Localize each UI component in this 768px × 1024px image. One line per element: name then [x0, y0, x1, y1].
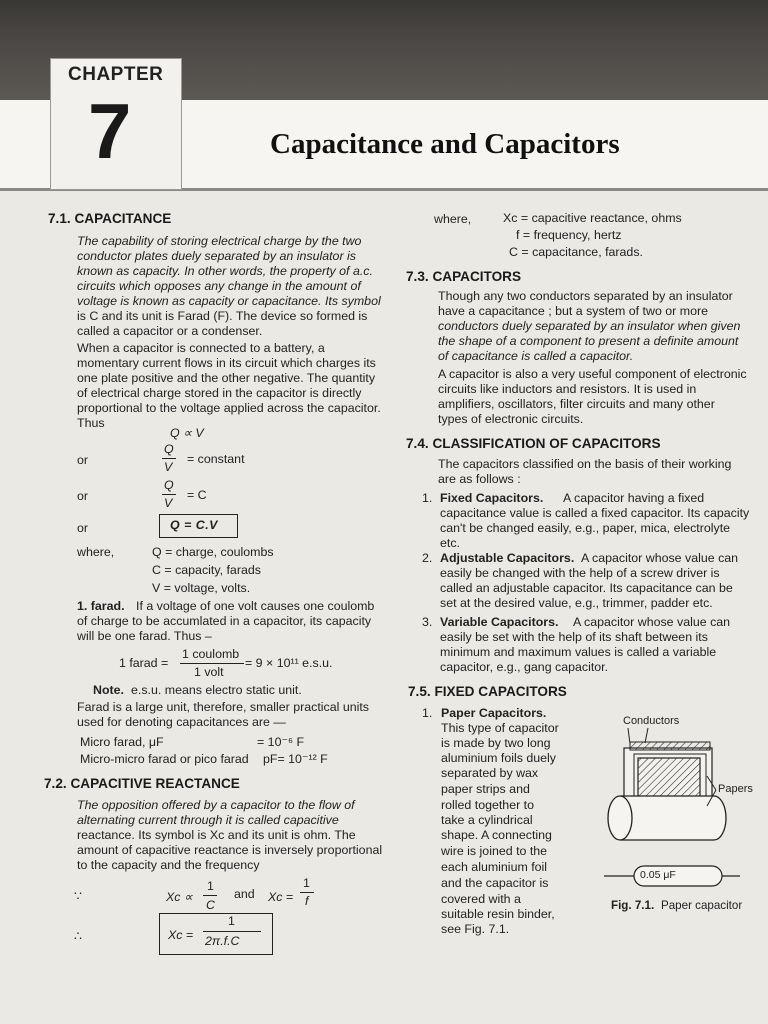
farad-line: will be one farad. Thus –	[77, 629, 212, 643]
list-item-line: A capacitor having a fixed	[563, 491, 705, 505]
fig-label-papers: Papers	[718, 783, 753, 795]
fraction-numerator: Q	[164, 442, 174, 456]
list-item-line: minimum and maximum values is called a variable	[440, 645, 717, 659]
where-line: V = voltage, volts.	[152, 581, 251, 595]
s72-line: to the capacity and the frequency	[77, 858, 260, 872]
list-item-line: easily be changed with the help of a screw driver is	[440, 566, 720, 580]
s75-line: suitable resin binder,	[441, 907, 555, 921]
chapter-title: Capacitance and Capacitors	[270, 128, 620, 160]
s71-p2-line: proportional to the voltage applied across the capacitor.	[77, 401, 381, 415]
rolled-cylinder	[608, 796, 726, 840]
s75-line: take a cylindrical	[441, 813, 533, 827]
farad-line: If a voltage of one volt causes one coulomb	[136, 599, 375, 613]
heading-7-1: 7.1. CAPACITANCE	[48, 211, 172, 226]
fig-caption-number: Fig. 7.1.	[611, 899, 655, 912]
s75-line: aluminium foils duely	[441, 751, 557, 765]
micro-farad-value: = 10⁻⁶ F	[257, 735, 305, 749]
s73-p2-line: amplifiers, oscillators, filter circuits and many other	[438, 397, 715, 411]
fraction-numerator: 1	[207, 879, 214, 893]
s75-line: separated by wax	[441, 766, 539, 780]
list-item-line: capacitance value is called a fixed capacitor. Its capacity	[440, 506, 750, 520]
list-item-title: Variable Capacitors.	[440, 615, 559, 629]
list-item-line: can't be changed easily, e.g., paper, mica, electrolyte	[440, 521, 731, 535]
xc-prop-lhs: Xc ∝	[166, 890, 193, 904]
where-label: where,	[77, 545, 115, 559]
fraction-bar	[162, 494, 176, 495]
list-number: 2.	[422, 551, 433, 565]
fraction-denominator: V	[164, 496, 173, 510]
s74-intro-line: are as follows :	[438, 472, 521, 486]
s75-line: covered with a	[441, 892, 521, 906]
where-label: where,	[434, 212, 472, 226]
heading-7-5: 7.5. FIXED CAPACITORS	[408, 684, 567, 699]
list-item-line: capacitor, e.g., gang capacitor.	[440, 660, 609, 674]
s75-line: rolled together to	[441, 798, 534, 812]
fraction-denominator: 2π.f.C	[205, 934, 240, 948]
units-line: used for denoting capacitances are —	[77, 715, 286, 729]
fraction-bar	[300, 892, 314, 893]
fraction-numerator: 1	[303, 876, 310, 890]
fraction-denominator: C	[206, 898, 215, 912]
fraction-bar	[203, 931, 261, 932]
s74-intro-line: The capacitors classified on the basis of their working	[438, 457, 732, 471]
list-item-line: called an adjustable capacitor. Its capacitance can be	[440, 581, 733, 595]
xc-prop2-lhs: Xc =	[268, 890, 294, 904]
fraction-bar	[203, 895, 217, 896]
where-line: Q = charge, coulombs	[152, 545, 274, 559]
heading-7-2: 7.2. CAPACITIVE REACTANCE	[44, 776, 240, 791]
pico-farad-label: Micro-micro farad or pico farad	[80, 752, 249, 766]
farad-line: of charge to be accumlated in a capacitor, its capacity	[77, 614, 372, 628]
boxed-equation-q-cv: Q = C.V	[170, 518, 218, 532]
s73-p1-line: of capacitance is called a capacitor.	[438, 349, 634, 363]
s71-p1-line: known as capacity. In other words, the property of a.c.	[77, 264, 373, 278]
s75-line: wire is joined to the	[441, 844, 548, 858]
fraction-bar	[180, 663, 244, 664]
s73-p1-line: Though any two conductors separated by an insulator	[438, 289, 733, 303]
s75-line: shape. A connecting	[441, 828, 552, 842]
equation-q-prop-v: Q ∝ V	[170, 426, 204, 440]
list-item-title: Fixed Capacitors.	[440, 491, 544, 505]
s72-line: alternating current through it is called capacitive	[77, 813, 339, 827]
s72-line: reactance. Its symbol is Xc and its unit is ohm. The	[77, 828, 356, 842]
s72-line: amount of capacitive reactance is inversely proportional	[77, 843, 383, 857]
s71-p1-line: voltage is known as capacity or capacitance. Its symbol	[77, 294, 381, 308]
s73-p1-line: conductors duely separated by an insulator when given	[438, 319, 741, 333]
s75-line: paper strips and	[441, 782, 530, 796]
fraction-denominator: f	[305, 894, 309, 908]
s71-p2-line: When a capacitor is connected to a battery, a	[77, 341, 325, 355]
s73-p2-line: types of electronic circuits.	[438, 412, 584, 426]
list-item-title: Paper Capacitors.	[441, 706, 547, 720]
s71-p1-line: is C and its unit is Farad (F). The device so formed is	[77, 309, 368, 323]
s73-p2-line: circuits like inductors and resistors. It is used in	[438, 382, 697, 396]
s75-line: and the capacitor is	[441, 876, 549, 890]
list-item-line: A capacitor whose value can	[581, 551, 739, 565]
s75-line: This type of capacitor	[441, 721, 559, 735]
chapter-number: 7	[88, 87, 132, 175]
pico-farad-value: pF= 10⁻¹² F	[263, 752, 328, 766]
fraction-bar	[162, 458, 176, 459]
s75-line: each aluminium foil	[441, 860, 548, 874]
or-label: or	[77, 521, 89, 535]
where-line: C = capacitance, farads.	[509, 245, 643, 259]
fraction-numerator: 1	[228, 914, 235, 928]
equation-rhs: = C	[187, 488, 207, 502]
list-number: 1.	[422, 706, 433, 720]
heading-7-3: 7.3. CAPACITORS	[406, 269, 522, 284]
list-item-line: A capacitor whose value can	[573, 615, 731, 629]
fig-caption-text: Paper capacitor	[661, 899, 743, 912]
list-number: 3.	[422, 615, 433, 629]
list-item-line: set at the desired value, e.g., trimmer, padder etc.	[440, 596, 713, 610]
fig-label-conductors: Conductors	[623, 715, 680, 727]
and-label: and	[234, 887, 255, 901]
micro-farad-label: Micro farad, μF	[80, 735, 164, 749]
s71-p1-line: called a capacitor or a condenser.	[77, 324, 263, 338]
fraction-denominator: V	[164, 460, 173, 474]
s71-p1-line: conductor plates duely separated by an insulator is	[77, 249, 356, 263]
list-item-line: easily be set with the help of its shaft between its	[440, 630, 708, 644]
s73-p2-line: A capacitor is also a very useful component of electronic	[438, 367, 747, 381]
fraction-numerator: Q	[164, 478, 174, 492]
s73-p1-line: have a capacitance ; but a system of two or more	[438, 304, 708, 318]
units-line: Farad is a large unit, therefore, smaller practical units	[77, 700, 369, 714]
farad-eq-numerator: 1 coulomb	[182, 647, 240, 661]
or-label: or	[77, 453, 89, 467]
s71-p2-line: of electrical charge stored in the capacitor is directly	[77, 386, 362, 400]
or-label: or	[77, 489, 89, 503]
s71-p1-line: The capability of storing electrical charge by the two	[77, 234, 362, 248]
list-number: 1.	[422, 491, 433, 505]
farad-title: 1. farad.	[77, 599, 125, 613]
where-line: C = capacity, farads	[152, 563, 261, 577]
farad-eq-rhs: = 9 × 10¹¹ e.s.u.	[245, 656, 333, 670]
s75-line: see Fig. 7.1.	[441, 922, 510, 936]
because-symbol: ∵	[74, 889, 82, 903]
note-text: e.s.u. means electro static unit.	[131, 683, 302, 697]
paper-capacitor-figure	[590, 710, 765, 925]
s71-p2-line: momentary current flows in its circuit which charges its	[77, 356, 376, 370]
s71-p1-line: circuits which opposes any change in the amount of	[77, 279, 361, 293]
farad-eq-lhs: 1 farad =	[119, 656, 169, 670]
s73-p1-line: the shape of a component to present a definite amount	[438, 334, 739, 348]
chapter-label: CHAPTER	[68, 64, 164, 85]
s71-p2-line: one plate positive and the other negative. The quantity	[77, 371, 376, 385]
where-line: f = frequency, hertz	[516, 228, 622, 242]
xc-final-lhs: Xc =	[168, 928, 194, 942]
list-item-title: Adjustable Capacitors.	[440, 551, 575, 565]
list-item-line: etc.	[440, 536, 460, 550]
farad-eq-denominator: 1 volt	[194, 665, 224, 679]
equation-rhs: = constant	[187, 452, 245, 466]
fig-label-value: 0.05 μF	[640, 869, 676, 881]
heading-7-4: 7.4. CLASSIFICATION OF CAPACITORS	[406, 436, 661, 451]
therefore-symbol: ∴	[74, 929, 82, 943]
note-label: Note.	[93, 683, 124, 697]
s72-line: The opposition offered by a capacitor to the flow of	[77, 798, 355, 812]
where-line: Xc = capacitive reactance, ohms	[503, 211, 682, 225]
s75-line: is made by two long	[441, 736, 551, 750]
s71-p2-line: Thus	[77, 416, 105, 430]
